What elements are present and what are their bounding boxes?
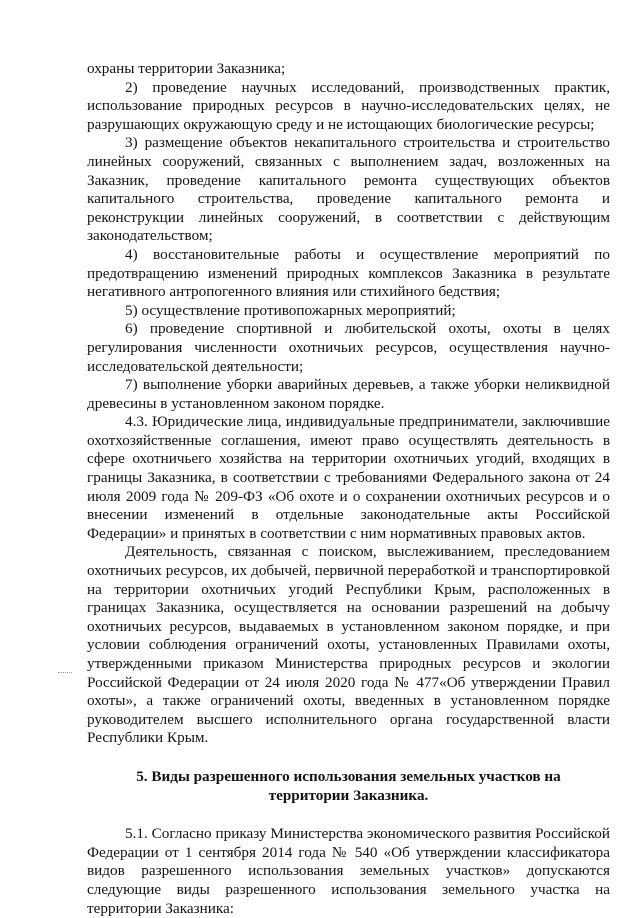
list-item-4: 4) восстановительные работы и осуществление мероприятий по предотвращению изменений природных комплексов Заказника в результате негативного антропогенного влияния или стихийного бедствия;: [87, 245, 610, 301]
list-item-5: 5) осуществление противопожарных мероприятий;: [125, 301, 456, 319]
list-item-6: 6) проведение спортивной и любительской охоты, охоты в целях регулирования численности охотничьих ресурсов, осуществления научно-исследовательской деятельности;: [87, 320, 610, 375]
hunting-activity-paragraph: Деятельность, связанная с поиском, выслеживанием, преследованием охотничьих ресурсов, их добычей, первичной переработкой и транспортировкой на территории охотничьих угодий Республики Крым, расположенных в границах Заказника, осуществляется на основании разрешений на добычу охотничьих ресурсов, выдаваемых в установленном законом порядке, и при условии соблюдения ограничений охоты, установленных Правилами охоты, утвержденными приказом Министерства природных ресурсов и экологии Российской Федерации от 24 июля 2020 года № 477«Об утверждении Правил охоты», а также ограничений охоты, введенных в установленном порядке руководителем высшего исполнительного органа государственной власти Республики Крым.: [87, 543, 610, 747]
document-page: [87, 60, 610, 918]
paragraph-continuation: охраны территории Заказника;: [87, 60, 286, 77]
section-5-heading: 5. Виды разрешенного использования земельных участков на территории Заказника.: [136, 767, 561, 804]
clause-5-1: 5.1. Согласно приказу Министерства экономического развития Российской Федерации от 1 сентября 2014 года № 540 «Об утверждении классификатора видов разрешенного использования земельных участков» допускаются следующие виды разрешенного использования земельного участка на территории Заказника:: [87, 825, 610, 917]
clause-4-3: 4.3. Юридические лица, индивидуальные предприниматели, заключившие охотхозяйственные соглашения, имеют право осуществлять деятельность в сфере охотничьего хозяйства на территории охотничьих угодий, входящих в границы Заказника, в соответствии с требованиями Федерального закона от 24 июля 2009 года № 209-ФЗ «Об охоте и о сохранении охотничьих ресурсов и о внесении изменений в отдельные законодательные акты Российской Федерации» и принятых в соответствии с ним нормативных правовых актов.: [87, 413, 610, 542]
list-item-7: 7) выполнение уборки аварийных деревьев, а также уборки неликвидной древесины в установленном законом порядке.: [87, 376, 610, 412]
scan-margin-mark: [58, 672, 72, 675]
list-item-2: 2) проведение научных исследований, производственных практик, использование природных ресурсов в научно-исследовательских целях, не разрушающих окружающую среду и не истощающих биологические ресурсы;: [87, 78, 610, 133]
list-item-3: 3) размещение объектов некапитального строительства и строительство линейных сооружений, связанных с выполнением задач, возложенных на Заказник, проведение капитального ремонта существующих объектов капитального строительства, проведение капитального ремонта и реконструкции линейных сооружений, в соответствии с действующим законодательством;: [87, 134, 610, 245]
